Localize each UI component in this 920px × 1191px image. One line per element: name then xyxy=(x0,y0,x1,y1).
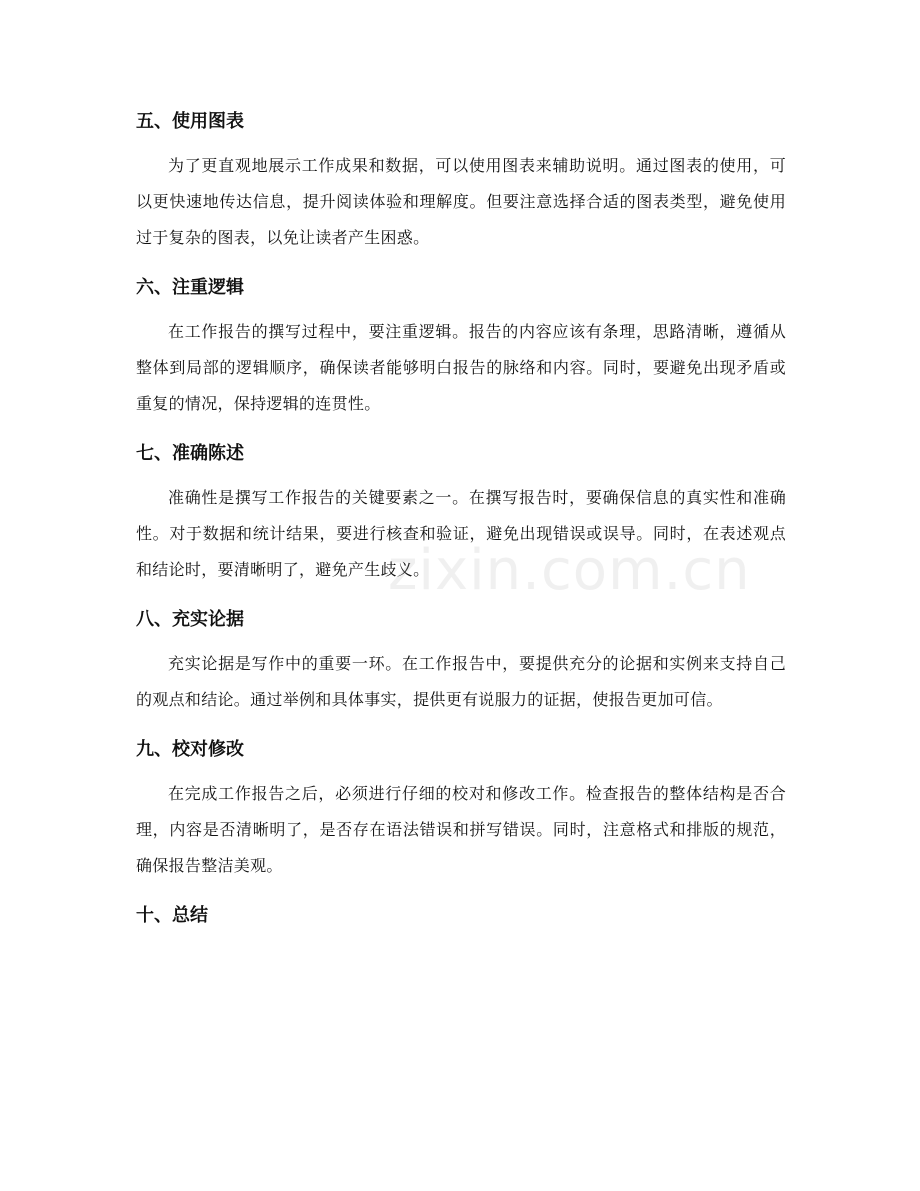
section-paragraph: 在完成工作报告之后，必须进行仔细的校对和修改工作。检查报告的整体结构是否合理，内容是否清晰明了，是否存在语法错误和拼写错误。同时，注意格式和排版的规范，确保报告整洁美观。 xyxy=(136,784,786,875)
section-heading: 八、充实论据 xyxy=(136,609,244,630)
section-paragraph: 充实论据是写作中的重要一环。在工作报告中，要提供充分的论据和实例来支持自己的观点和结论。通过举例和具体事实，提供更有说服力的证据，使报告更加可信。 xyxy=(136,654,786,709)
section-heading: 七、准确陈述 xyxy=(136,443,244,464)
section-heading: 十、总结 xyxy=(136,905,208,926)
section-heading: 九、校对修改 xyxy=(136,739,244,760)
section-heading: 六、注重逻辑 xyxy=(136,277,244,298)
section-paragraph: 在工作报告的撰写过程中，要注重逻辑。报告的内容应该有条理，思路清晰，遵循从整体到局部的逻辑顺序，确保读者能够明白报告的脉络和内容。同时，要避免出现矛盾或重复的情况，保持逻辑的连贯性。 xyxy=(136,322,786,413)
document-body xyxy=(136,104,786,934)
watermark-text: zixin.com.cn xyxy=(388,538,751,603)
section-heading: 五、使用图表 xyxy=(136,111,244,132)
section-paragraph: 为了更直观地展示工作成果和数据，可以使用图表来辅助说明。通过图表的使用，可以更快速地传达信息，提升阅读体验和理解度。但要注意选择合适的图表类型，避免使用过于复杂的图表，以免让读者产生困惑。 xyxy=(136,156,786,247)
section-paragraph: 准确性是撰写工作报告的关键要素之一。在撰写报告时，要确保信息的真实性和准确性。对于数据和统计结果，要进行核查和验证，避免出现错误或误导。同时，在表述观点和结论时，要清晰明了，避免产生歧义。 xyxy=(136,488,786,579)
